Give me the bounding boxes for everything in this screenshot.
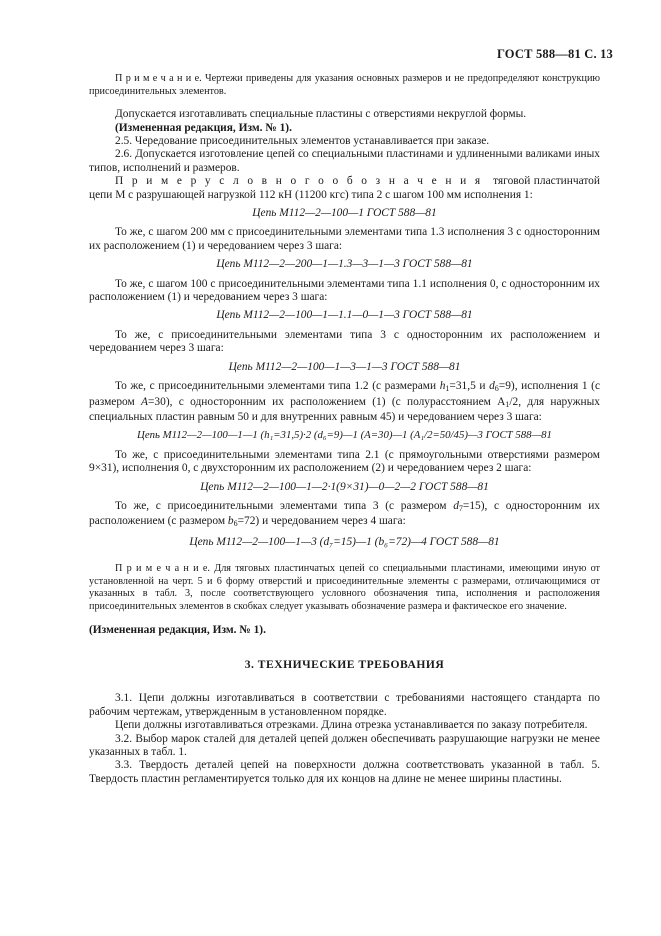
designation-formula-3: Цепь М112—2—100—1—1.1—0—1—3 ГОСТ 588—81 [216, 309, 473, 322]
text-run: =31,5 и [449, 380, 490, 393]
symbol-d: d [489, 380, 495, 393]
example-lead: П р и м е р у с л о в н о г о о б о з н а ч е н и я [115, 175, 483, 188]
paragraph-3-1-lengths: Цепи должны изготавливаться отрезками. Длина отрезка устанавливается по заказу потребителя. [115, 719, 588, 732]
subscript: 7 [458, 503, 463, 513]
text-run: =72) и чередованием через 4 шага: [237, 515, 406, 528]
note-text: Чертежи приведены для указания основных размеров и не предопределяют конструкцию присоединительных элементов. [89, 73, 601, 97]
symbol-a: A [141, 395, 148, 408]
subscript: 1 [445, 384, 450, 394]
note-text: Для тяговых пластинчатых цепей со специальными пластинами, имеющими иную от установленной на черт. 5 и 6 форму отверстий и присоединительные элементы с размерами, отличающимися от указанных в табл. 3, после соответствующего условного обозначения типа, исполнения и расположения присоединительных элементов в скобках следует указывать обозначение размера и фактическое его значение. [89, 563, 601, 612]
paragraph-3-1: 3.1. Цепи должны изготавливаться в соответствии с требованиями настоящего стандарта по рабочим чертежам, утвержденным в установленном порядке. [89, 692, 600, 718]
section-title: 3. ТЕХНИЧЕСКИЕ ТРЕБОВАНИЯ [244, 657, 445, 671]
symbol-h: h [439, 380, 446, 393]
designation-formula-6: Цепь М112—2—100—1—2·1(9×31)—0—2—2 ГОСТ 588—81 [200, 480, 489, 493]
example-5-text [89, 380, 600, 424]
note-lead: П р и м е ч а н и е. [115, 563, 210, 575]
designation-formula-5: Цепь М112—2—100—1—1 (h₁=31,5)·2 (d₆=9)—1 (A=30)—1 (A₁/2=50/45)—3 ГОСТ 588—81 [137, 429, 552, 442]
example-paragraph [89, 175, 600, 202]
example-6-text: То же, с присоединительными элементами типа 2.1 (с прямоугольными отверстиями размером 9×31), исполнения 0, с двухсторонним их расположением (2) и чередованием через 2 шага: [89, 448, 600, 475]
text-run: =15), с односторонним их расположением (с размером [89, 499, 600, 528]
document-body [89, 73, 600, 786]
text-run: =9), исполнения 1 (с размером [89, 380, 600, 408]
text-run: То же, с присоединительными элементами типа 3 (с размером [115, 499, 454, 512]
subscript: 1 [505, 399, 510, 409]
paragraph-allow: Допускается изготавливать специальные пластины с отверстиями некруглой формы. [115, 108, 527, 121]
note-lead: П р и м е ч а н и е. [115, 73, 202, 84]
paragraph-3-2: 3.2. Выбор марок сталей для деталей цепей должен обеспечивать разрушающие нагрузки не менее указанных в табл. 1. [89, 732, 600, 758]
paragraph-3-3: 3.3. Твердость деталей цепей на поверхности должна соответствовать указанной в табл. 5. Твердость пластин регламентируется только для их концов на длине не менее ширины пластины. [89, 759, 600, 785]
revision-note: (Измененная редакция, Изм. № 1). [89, 623, 266, 636]
symbol-b: b [227, 515, 234, 528]
subscript: 6 [494, 384, 499, 394]
subscript: 6 [233, 519, 238, 529]
page-header: ГОСТ 588—81 С. 13 [496, 47, 613, 61]
designation-formula-4: Цепь М112—2—100—1—3—1—3 ГОСТ 588—81 [228, 360, 461, 373]
example-7-text [89, 500, 600, 531]
example-3-text: То же, с шагом 100 с присоединительными элементами типа 1.1 исполнения 0, с односторонним их расположением (1) и чередованием через 3 шага: [89, 277, 600, 304]
designation-formula-2: Цепь М112—2—200—1—1.3—3—1—3 ГОСТ 588—81 [216, 258, 473, 271]
text-run: /2, для наружных специальных пластин равным 50 и для внутренних равным 45) и чередованием через 3 шага: [89, 395, 600, 423]
paragraph-2-5: 2.5. Чередование присоединительных элементов устанавливается при заказе. [115, 135, 490, 147]
text-run: =30), с односторонним их расположением (1) (с полурасстоянием A [148, 395, 506, 408]
symbol-d: d [453, 499, 459, 512]
text-run: То же, с присоединительными элементами типа 1.2 (с размерами [115, 380, 440, 393]
paragraph-2-6: 2.6. Допускается изготовление цепей со специальными пластинами и удлиненными валиками иных типов, исполнений и размеров. [89, 148, 600, 174]
designation-formula-7: Цепь М112—2—100—1—3 (d₇=15)—1 (b₆=72)—4 ГОСТ 588—81 [189, 535, 500, 548]
example-text: тяговой пластинчатой цепи М с разрушающей нагрузкой 112 кН (11200 кгс) типа 2 с шагом 100 мм исполнения 1: [89, 175, 600, 201]
example-2-text: То же, с шагом 200 мм с присоединительными элементами типа 1.3 исполнения 3 с односторонним их расположением (1) и чередованием через 3 шага: [89, 226, 600, 252]
example-4-text: То же, с присоединительными элементами типа 3 с односторонним их расположением и чередованием через 3 шага: [89, 328, 600, 355]
note-drawings [89, 73, 600, 98]
revision-note: (Измененная редакция, Изм. № 1). [115, 121, 292, 134]
designation-formula-1: Цепь М112—2—100—1 ГОСТ 588—81 [252, 207, 437, 220]
note-special-plates [89, 563, 600, 613]
